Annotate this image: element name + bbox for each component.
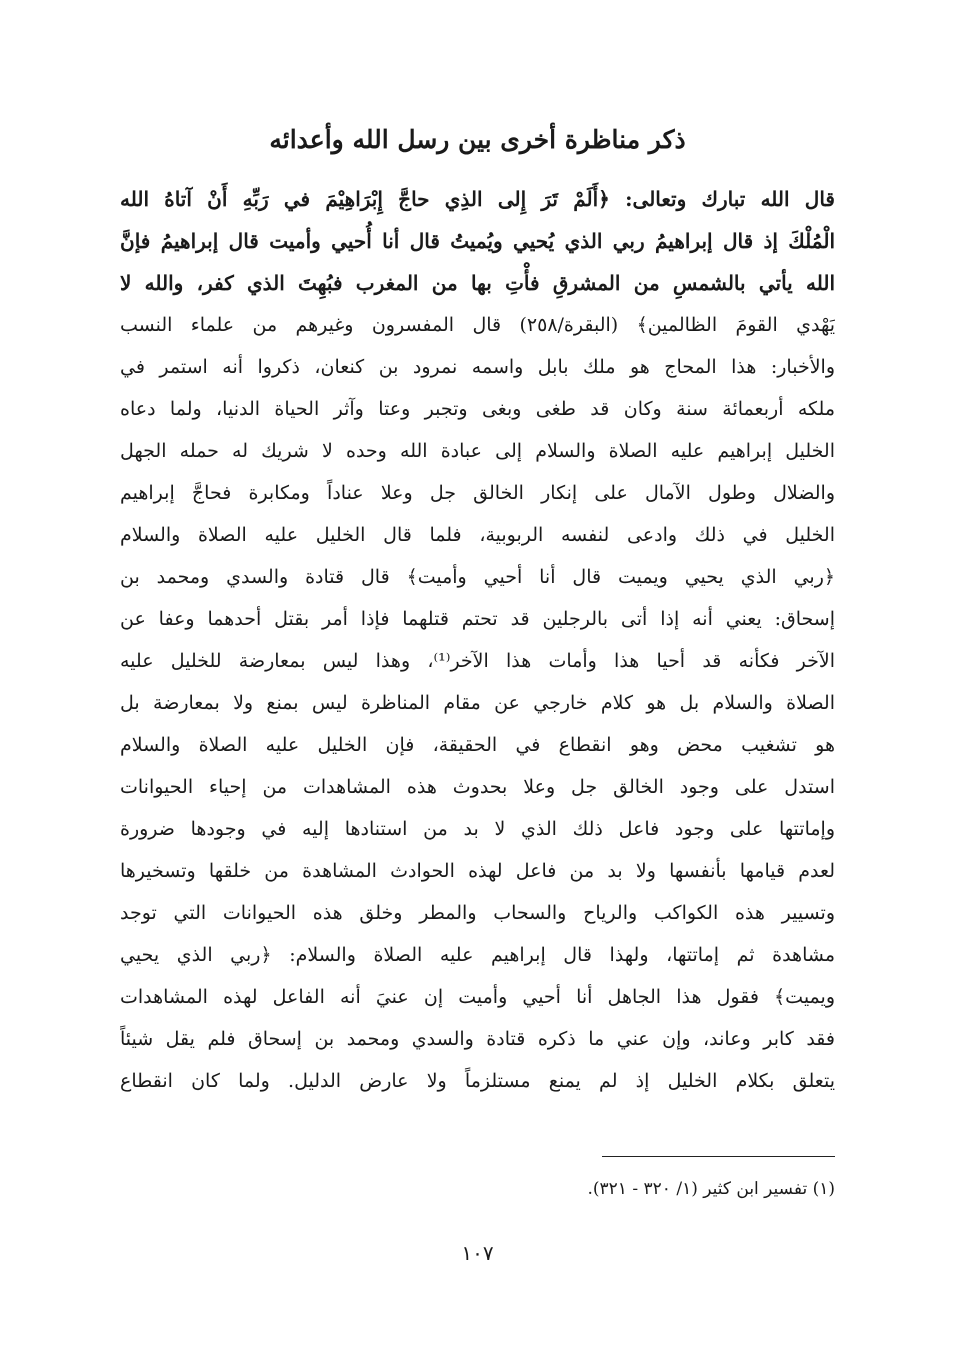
text-line: والأخبار: هذا المحاج هو ملك بابل واسمه نمرود بن كنعان، ذكروا أنه استمر في [120,356,835,378]
text-line: والضلال وطول الآمال على إنكار الخالق جل وعلا عناداً ومكابرة فحاجَّ إبراهيم [120,482,835,504]
text-line: إسحاق: يعني أنه إذا أتى بالرجلين قد تحتم قتلهما فإذا أمر بقتل أحدهما وعفا عن [120,608,835,630]
page-number: ١٠٧ [461,1241,494,1265]
text-line: وتسيير هذه الكواكب والرياح والسحاب والمطر وخلق هذه الحيوانات التي توجد [120,902,835,924]
text-line: لعدم قيامها بأنفسها ولا بد من فاعل لهذه الحوادث المشاهدة من خلقها وتسخيرها [120,860,835,882]
footnote: (١) تفسير ابن كثير (١/ ٣٢٠ - ٣٢١). [587,1179,835,1199]
text-line: ﴿ربي الذي يحيي ويميت قال أنا أحيي وأميت﴾ قال قتادة والسدي ومحمد بن [120,566,835,588]
text-line: هو تشغيب محض وهو انقطاع في الحقيقة، فإن الخليل عليه الصلاة والسلام [120,734,835,756]
text-line: الآخر فكأنه قد أحيا هذا وأمات هذا الآخر⁽¹⁾، وهذا ليس بمعارضة للخليل عليه [120,650,835,672]
text-line: استدل على وجود الخالق جل وعلا بحدوث هذه المشاهدات من إحياء الحيوانات [120,776,835,798]
text-line: مشاهدة ثم إماتتها، ولهذا قال إبراهيم عليه الصلاة والسلام: ﴿ربي الذي يحيي [120,944,835,966]
text-line: فقد كابر وعاند، وإن عني ما ذكره قتادة والسدي ومحمد بن إسحاق فلم يقل شيئاً [120,1028,835,1050]
chapter-title: ذكر مناظرة أخرى بين رسل الله وأعدائه [269,125,686,154]
text-line: الخليل في ذلك وادعى لنفسه الربوبية، فلما قال الخليل عليه الصلاة والسلام [120,524,835,546]
text-line: وإماتتها على وجود فاعل ذلك الذي لا بد من استنادها إليه في وجودها ضرورة [120,818,835,840]
text-line: الخليل إبراهيم عليه الصلاة والسلام إلى عبادة الله وحده لا شريك له حمله الجهل [120,440,835,462]
footnote-divider [602,1156,835,1157]
text-line: الْمُلْكَ إذ قال إبراهيمُ ربي الذي يُحيي ويُميتُ قال أنا أُحيي وأميت قال إبراهيمُ فإنَّ [120,229,835,253]
text-line: قال الله تبارك وتعالى: ﴿أَلَمْ تَرَ إِلى الذِي حاجَّ إِبْرَاهِيْمَ في رَبِّهِ أَنْ آتاهُ الله [120,187,835,211]
text-line: الله يأتي بالشمسِ من المشرقِ فأْتِ بها من المغرب فبُهِتَ الذي كفر، والله لا [120,271,835,295]
text-line: يتعلق بكلام الخليل إذ لم يمنع مستلزماً ولا عارض الدليل. ولما كان انقطاع [120,1070,835,1092]
text-line: ويميت﴾ فقول هذا الجاهل أنا أحيي وأميت إن عنيَ أنه الفاعل لهذه المشاهدات [120,986,835,1008]
text-line: يَهْدي القومَ الظالمين﴾ (البقرة/٢٥٨) قال المفسرون وغيرهم من علماء النسب [120,314,835,336]
text-line: الصلاة والسلام بل هو كلام خارجي عن مقام المناظرة ليس بمنع ولا بمعارضة بل [120,692,835,714]
body-text [120,178,835,1102]
text-line: ملكه أربعمائة سنة وكان قد طغى وبغى وتجبر وعتا وآثر الحياة الدنيا، ولما دعاه [120,398,835,420]
